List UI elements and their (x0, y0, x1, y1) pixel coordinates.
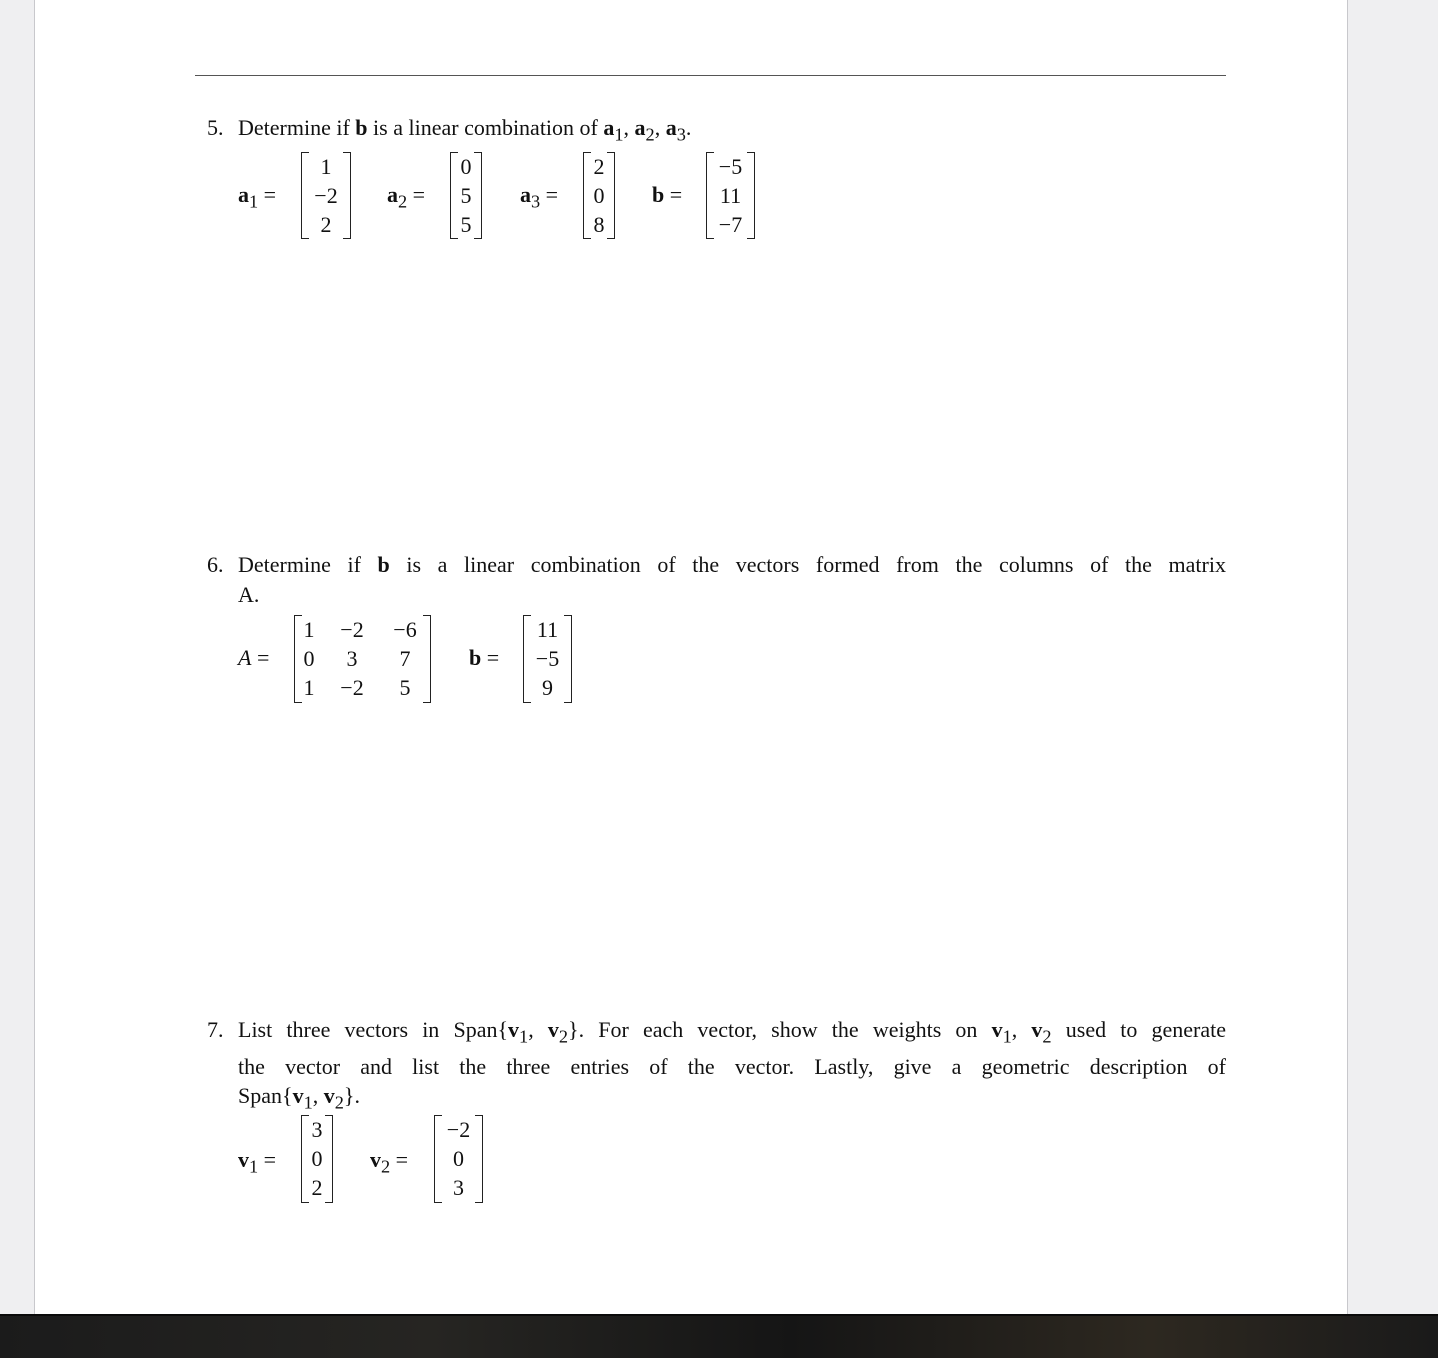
vector-a2-entry: 5 (460, 212, 472, 237)
problem-6-line-1: Determine if b is a linear combination of the vectors formed from the columns of the matrix (238, 552, 1226, 577)
vector-v2-entry: 3 (453, 1175, 464, 1200)
matrix-A (294, 615, 431, 703)
problem-5-statement: 5. Determine if b is a linear combination of $a_1$, $a_2$, $a_3$. (207, 115, 692, 145)
label-b: b = (652, 182, 683, 207)
label-b: b = (469, 645, 500, 670)
vector-b (523, 615, 572, 703)
matrix-A-entry: −2 (340, 675, 364, 700)
label-v1: $v_1$ = (238, 1147, 277, 1177)
document-page (34, 0, 1348, 1314)
matrix-A-entry: −6 (393, 617, 417, 642)
vector-v1-entry: 0 (311, 1146, 323, 1171)
vector-b-entry: −7 (718, 212, 743, 237)
vector-a3-entry: 0 (593, 183, 605, 208)
problem-7-line-1: List three vectors in $Span\{v_1$, $v_2$}. For each vector, show the weights on $v_1$, $v_2$ used to generate (238, 1017, 1227, 1047)
vector-a3-entry: 8 (593, 212, 605, 237)
matrix-A-entry: 0 (303, 646, 315, 671)
vector-b-entry: −5 (718, 154, 743, 179)
vector-b-entry: 11 (719, 183, 742, 208)
vector-a1-entry: 2 (320, 212, 332, 237)
vector-b-entry: 11 (536, 617, 559, 642)
bracket-right (423, 615, 431, 703)
matrix-A-entry: 7 (399, 646, 411, 671)
vector-a1 (301, 152, 351, 239)
problem-6-line-2: A. (238, 581, 260, 607)
label-a1: $a_1$ = (238, 182, 277, 212)
vector-a3 (583, 152, 615, 239)
vector-a1-entry: −2 (314, 183, 338, 208)
vector-b (706, 152, 755, 239)
matrix-A-entry: 3 (346, 646, 358, 671)
vector-a2-entry: 5 (460, 183, 472, 208)
matrix-A-entry: 1 (303, 675, 315, 700)
matrix-A-entry: 1 (303, 617, 315, 642)
vector-v2 (434, 1115, 483, 1203)
vector-a3-entry: 2 (593, 154, 605, 179)
problem-7-number: 7. (207, 1017, 224, 1042)
label-matrix-A: A = (238, 645, 270, 670)
label-a2: $a_2$ = (387, 182, 426, 212)
problem-6-number: 6. (207, 552, 224, 577)
vector-v1-entry: 2 (311, 1175, 323, 1200)
problem-7-line-3: $Span\{v_1$, $v_2$}. (238, 1083, 360, 1113)
matrix-A-entry: −2 (340, 617, 364, 642)
matrix-A-entry: 5 (399, 675, 411, 700)
vector-a1-entry: 1 (320, 154, 332, 179)
bracket-left (294, 615, 302, 703)
vector-v2-entry: −2 (446, 1117, 471, 1142)
header-rule (195, 75, 1226, 76)
vector-v1 (301, 1115, 333, 1203)
problem-7-statement (207, 1015, 1227, 1118)
problem-7-line-2: the vector and list the three entries of the vector. Lastly, give a geometric description of (238, 1053, 1226, 1079)
label-a3: $a_3$ = (520, 182, 559, 212)
problem-6-statement (207, 550, 1226, 609)
vector-a2 (450, 152, 482, 239)
problem-5-number: 5. (207, 115, 224, 140)
vector-a2-entry: 0 (460, 154, 472, 179)
vector-v2-entry: 0 (453, 1146, 464, 1171)
vector-b-entry: 9 (542, 675, 553, 700)
desktop-taskbar (0, 1314, 1438, 1358)
vector-v1-entry: 3 (311, 1117, 323, 1142)
label-v2: $v_2$ = (370, 1147, 409, 1177)
vector-b-entry: −5 (535, 646, 560, 671)
